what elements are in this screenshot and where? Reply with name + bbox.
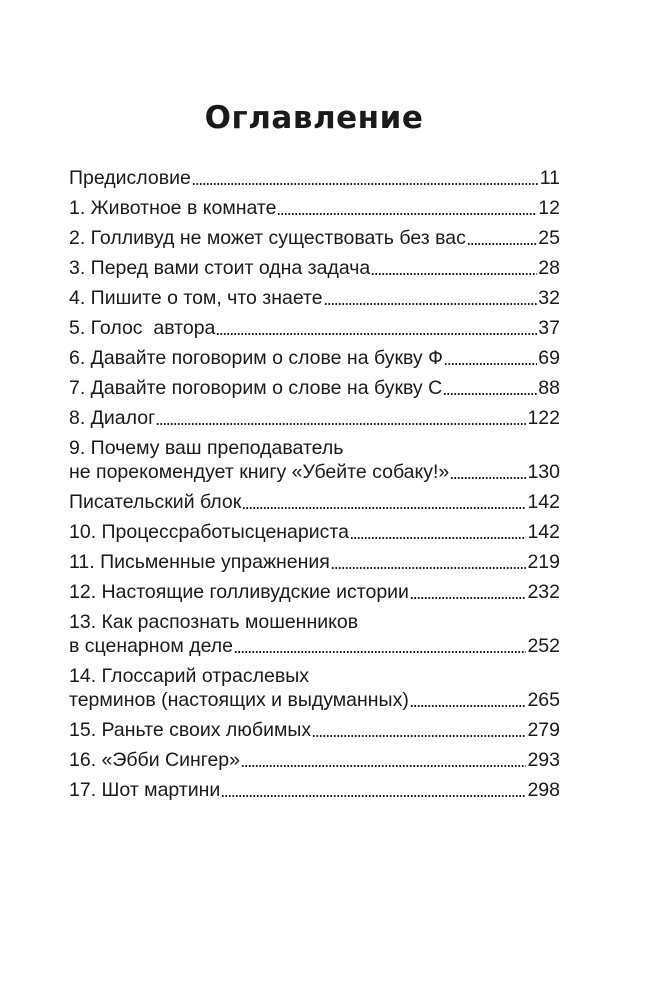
toc-entry-page: 142 [527, 491, 560, 513]
leader-dots [350, 537, 527, 539]
leader-dots [234, 651, 526, 653]
leader-dots [443, 393, 537, 395]
leader-dots [192, 183, 539, 185]
toc-entry-label: 5. Голос автора [69, 317, 216, 339]
toc-entry-page: 25 [538, 227, 560, 249]
toc-entry-label: 1. Животное в комнате [69, 197, 277, 219]
toc-entry-label: 8. Диалог [69, 407, 156, 429]
toc-entry-page: 252 [527, 635, 560, 657]
toc-entry-page: 12 [538, 197, 560, 219]
toc-entry-chapter-5[interactable] [69, 316, 560, 340]
toc-entry-label-line1: 13. Как распознать мошенников [69, 611, 359, 633]
toc-entry-label-line1: 9. Почему ваш преподаватель [69, 437, 344, 459]
leader-dots [277, 213, 537, 215]
toc-entry-label-line1: 14. Глоссарий отраслевых [69, 665, 309, 687]
toc-entry-chapter-11[interactable] [69, 550, 560, 574]
toc-entry-page: 122 [527, 407, 560, 429]
toc-entry-chapter-2[interactable] [69, 226, 560, 250]
toc-entry-preface[interactable] [69, 166, 560, 190]
toc-entry-chapter-1[interactable] [69, 196, 560, 220]
toc-entry-label: 4. Пишите о том, что знаете [69, 287, 323, 309]
toc-entry-chapter-12[interactable] [69, 580, 560, 604]
toc-entry-chapter-7[interactable] [69, 376, 560, 400]
toc-entry-label-line2: не порекомендует книгу «Убейте собаку!» [69, 461, 450, 483]
toc-entry-chapter-6[interactable] [69, 346, 560, 370]
toc-entry-page: 298 [527, 779, 560, 801]
toc-entry-chapter-9[interactable] [69, 436, 560, 484]
toc-entry-page: 32 [538, 287, 560, 309]
toc-entry-page: 130 [527, 461, 560, 483]
toc-entry-label: 12. Настоящие голливудские истории [69, 581, 409, 603]
leader-dots [331, 567, 527, 569]
toc-entry-chapter-13[interactable] [69, 610, 560, 658]
toc-entry-label: 6. Давайте поговорим о слове на букву Ф [69, 347, 443, 369]
toc-entry-page: 232 [527, 581, 560, 603]
toc-entry-chapter-17[interactable] [69, 778, 560, 802]
toc-entry-label: 7. Давайте поговорим о слове на букву С [69, 377, 443, 399]
toc-entry-page: 279 [527, 719, 560, 741]
leader-dots [242, 507, 526, 509]
toc-entry-page: 219 [527, 551, 560, 573]
leader-dots [221, 795, 526, 797]
toc-entry-page: 265 [527, 689, 560, 711]
toc-entry-label: 17. Шот мартини [69, 779, 221, 801]
toc-entry-label: 3. Перед вами стоит одна задача [69, 257, 371, 279]
toc-entry-label: 15. Раньте своих любимых [69, 719, 312, 741]
toc-entry-chapter-10[interactable] [69, 520, 560, 544]
leader-dots [324, 303, 538, 305]
page-title: Оглавление [204, 100, 424, 136]
leader-dots [410, 597, 527, 599]
toc-entry-writers-block[interactable] [69, 490, 560, 514]
toc-entry-chapter-3[interactable] [69, 256, 560, 280]
toc-entry-label-line2: в сценарном деле [69, 635, 234, 657]
toc-entry-label-line2: терминов (настоящих и выдуманных) [69, 689, 409, 711]
toc-entry-chapter-15[interactable] [69, 718, 560, 742]
leader-dots [156, 423, 526, 425]
toc-entry-page: 142 [527, 521, 560, 543]
toc-entry-chapter-8[interactable] [69, 406, 560, 430]
toc-entry-page: 69 [538, 347, 560, 369]
leader-dots [450, 477, 526, 479]
toc-entry-page: 28 [538, 257, 560, 279]
leader-dots [216, 333, 537, 335]
leader-dots [444, 363, 537, 365]
toc-entry-chapter-16[interactable] [69, 748, 560, 772]
toc-entry-page: 88 [538, 377, 560, 399]
toc-entry-page: 293 [527, 749, 560, 771]
leader-dots [241, 765, 526, 767]
toc-entry-label: Предисловие [69, 167, 191, 189]
toc-entry-page: 11 [539, 167, 560, 189]
table-of-contents [69, 166, 560, 808]
toc-entry-label: Писательский блок [69, 491, 242, 513]
toc-entry-label: 11. Письменные упражнения [69, 551, 330, 573]
toc-entry-label: 16. «Эбби Сингер» [69, 749, 240, 771]
toc-entry-chapter-14[interactable] [69, 664, 560, 712]
toc-entry-page: 37 [538, 317, 560, 339]
leader-dots [371, 273, 537, 275]
leader-dots [312, 735, 526, 737]
toc-entry-label: 10. Процессработысценариста [69, 521, 349, 543]
toc-entry-chapter-4[interactable] [69, 286, 560, 310]
leader-dots [410, 705, 527, 707]
leader-dots [467, 243, 537, 245]
toc-entry-label: 2. Голливуд не может существовать без вас [69, 227, 466, 249]
